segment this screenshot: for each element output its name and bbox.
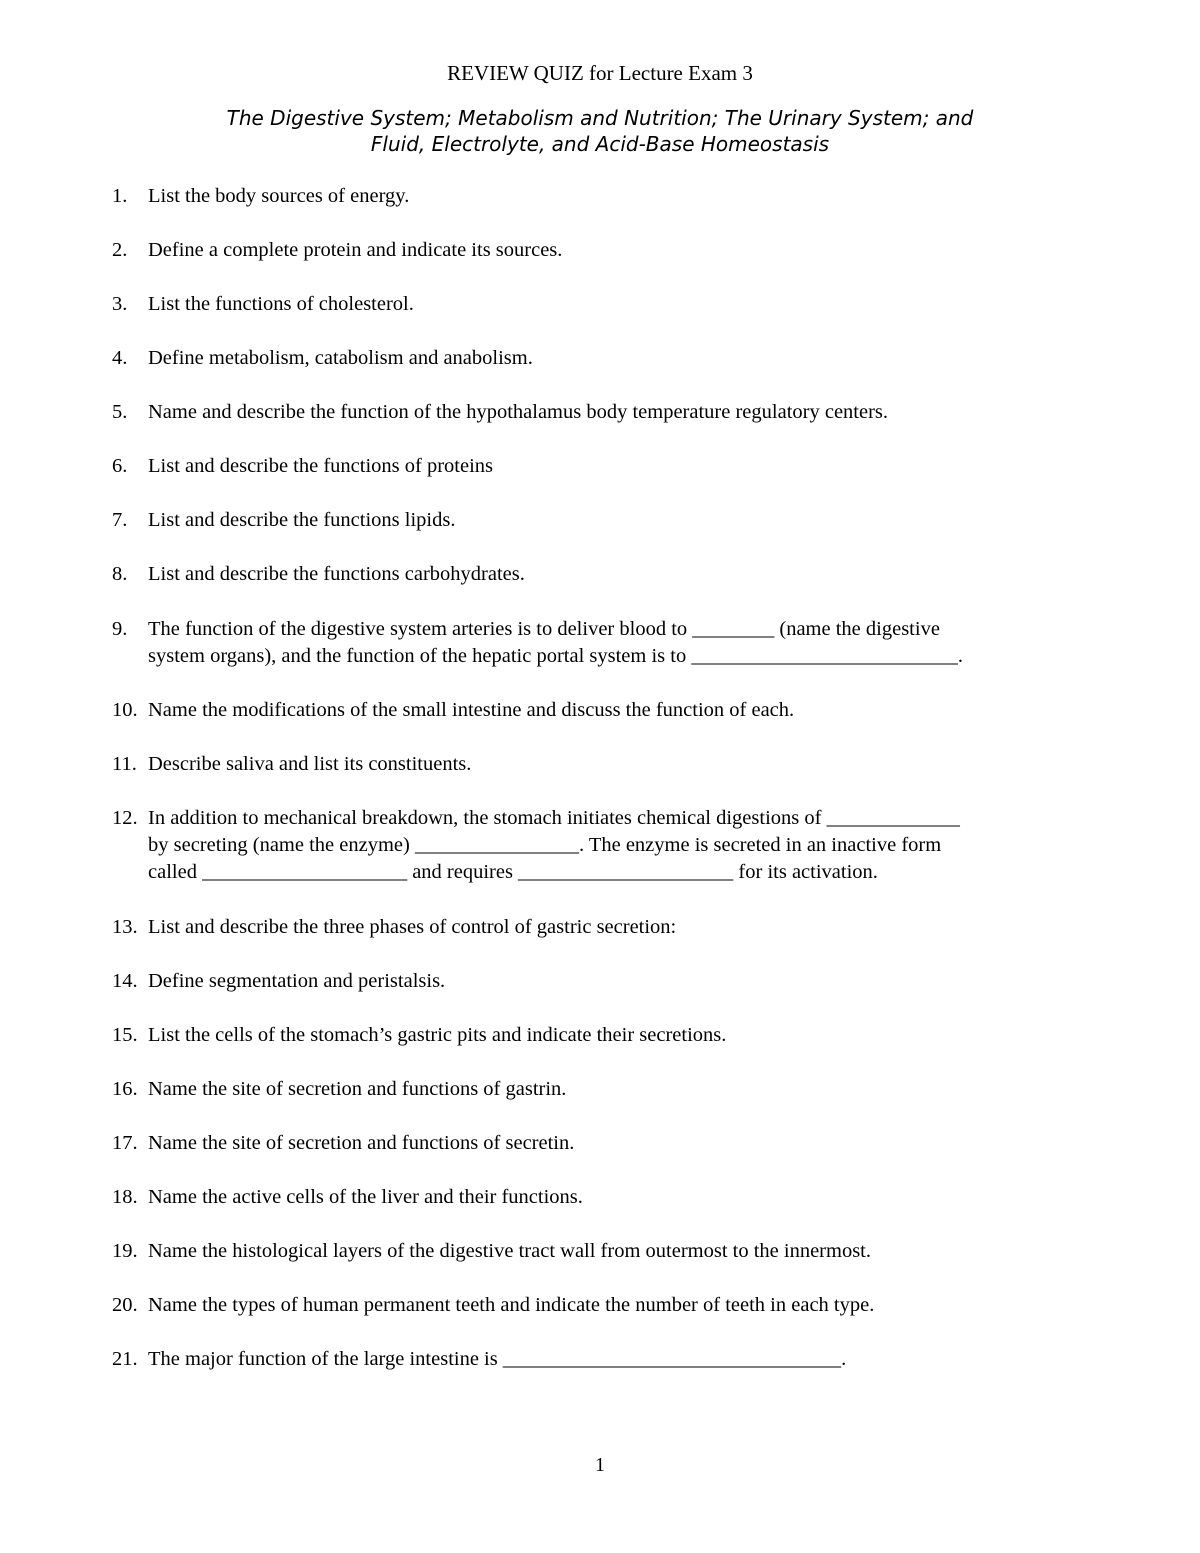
page-title: REVIEW QUIZ for Lecture Exam 3 [447,61,753,85]
question-number: 7. [112,509,128,531]
question-number: 2. [112,239,128,261]
question-text: The major function of the large intestine is _________________________________. [148,1348,847,1370]
question-text: List and describe the three phases of control of gastric secretion: [148,916,677,938]
subtitle-line-2: Fluid, Electrolyte, and Acid-Base Homeostasis [370,132,830,156]
question-text: List the functions of cholesterol. [148,293,414,315]
question-number: 19. [112,1240,138,1262]
question-text-line-3: called ____________________ and requires _____________________ for its activation. [148,861,878,883]
question-text: List and describe the functions of proteins [148,455,493,477]
question-number: 8. [112,563,128,585]
question-number: 4. [112,347,128,369]
question-text-line-2: by secreting (name the enzyme) ________________. The enzyme is secreted in an inactive form [148,834,942,856]
question-number: 16. [112,1078,138,1100]
question-text: Define a complete protein and indicate its sources. [148,239,563,261]
question-text: List and describe the functions carbohydrates. [148,563,525,585]
question-number: 14. [112,970,138,992]
question-number: 12. [112,807,138,829]
question-number: 15. [112,1024,138,1046]
question-number: 11. [112,753,137,775]
question-number: 6. [112,455,128,477]
question-number: 21. [112,1348,138,1370]
question-number: 5. [112,401,128,423]
question-text-line-2: system organs), and the function of the hepatic portal system is to __________________________. [148,645,963,667]
question-text: Define segmentation and peristalsis. [148,970,446,992]
question-text: List and describe the functions lipids. [148,509,456,531]
question-number: 1. [112,185,128,207]
question-number: 13. [112,916,138,938]
question-text: Name the types of human permanent teeth and indicate the number of teeth in each type. [148,1294,875,1316]
question-text: List the cells of the stomach’s gastric pits and indicate their secretions. [148,1024,727,1046]
question-text: Describe saliva and list its constituents. [148,753,472,775]
question-number: 18. [112,1186,138,1208]
question-number: 10. [112,699,138,721]
question-text: Name and describe the function of the hypothalamus body temperature regulatory centers. [148,401,889,423]
question-number: 3. [112,293,128,315]
question-text: Name the active cells of the liver and their functions. [148,1186,583,1208]
question-text: List the body sources of energy. [148,185,410,207]
page-subtitle [90,105,1110,157]
question-text-line-1: The function of the digestive system arteries is to deliver blood to ________ (name the digestive [148,618,940,640]
question-text: Name the site of secretion and functions of gastrin. [148,1078,567,1100]
question-text [148,616,1108,670]
subtitle-line-1: The Digestive System; Metabolism and Nutrition; The Urinary System; and [226,106,974,130]
question-number: 17. [112,1132,138,1154]
question-text: Name the histological layers of the digestive tract wall from outermost to the innermost. [148,1240,872,1262]
question-text [148,805,1108,886]
question-text: Define metabolism, catabolism and anabolism. [148,347,533,369]
question-text: Name the modifications of the small intestine and discuss the function of each. [148,699,795,721]
question-number: 20. [112,1294,138,1316]
question-text-line-1: In addition to mechanical breakdown, the stomach initiates chemical digestions of _____________ [148,807,960,829]
question-text: Name the site of secretion and functions of secretin. [148,1132,575,1154]
question-number: 9. [112,618,128,640]
page-number: 1 [595,1454,605,1476]
